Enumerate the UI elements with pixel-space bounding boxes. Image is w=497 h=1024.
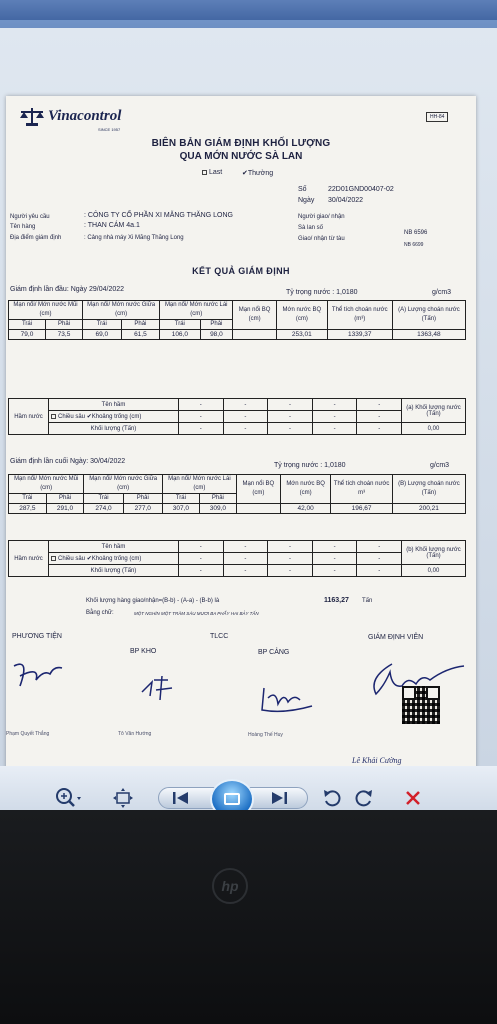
sign-surveyor-label: GIÁM ĐỊNH VIÊN [368, 634, 424, 641]
sign-port-label: BP CẢNG [258, 649, 290, 656]
place-label: Địa điểm giám định [10, 235, 62, 241]
signature-1-icon [10, 656, 70, 692]
checkmark-icon: ✔ [242, 170, 248, 177]
hdr-trai: Trái [162, 494, 199, 504]
checkbox-icon [51, 414, 56, 419]
checkmark-icon: ✔ [86, 556, 92, 562]
place-value: : Cảng nhà máy Xi Măng Thăng Long [84, 235, 184, 241]
first-label: Giám định lần đầu: [10, 286, 69, 293]
checkbox-icon [202, 170, 207, 175]
document-page [6, 96, 476, 774]
sign-vessel-label: PHƯƠNG TIỆN [12, 633, 62, 640]
hdr-man-noi: Mạn nổi BQ (cm) [236, 475, 280, 504]
hdr-the-tich: Thể tích choán nước m³ [331, 475, 393, 504]
cell: 274,0 [84, 504, 123, 514]
tank-mass-label: Khối lượng (Tấn) [49, 565, 179, 577]
rotate-ccw-icon [320, 785, 344, 811]
scales-logo-icon [18, 106, 46, 126]
summary-unit: Tấn [362, 598, 373, 604]
result-title: KẾT QUẢ GIÁM ĐỊNH [192, 266, 290, 276]
last-density [274, 462, 346, 469]
last-draft-table [8, 474, 466, 514]
next-button[interactable] [268, 785, 292, 811]
option-last-label: Last [209, 169, 223, 176]
document-title: BIÊN BẢN GIÁM ĐỊNH KHỐI LƯỢNG [151, 138, 331, 149]
option-normal [242, 169, 273, 177]
zoom-button[interactable] [50, 785, 86, 811]
giver-label: Người giao/ nhận [298, 214, 345, 220]
cell: 42,00 [280, 504, 331, 514]
first-density [286, 289, 358, 296]
signature-3-icon [254, 684, 316, 716]
option-last [202, 169, 222, 176]
words-label: Bằng chữ: [86, 610, 114, 616]
tank-weight-value: 0,00 [402, 565, 466, 577]
depth-label: Chiều sâu [58, 414, 86, 420]
next-icon [268, 785, 292, 811]
sign-tlcc-label: TLCC [210, 633, 229, 640]
cell: 1363,48 [392, 330, 465, 340]
zoom-in-icon [53, 785, 83, 811]
hdr-luong-b: (B) Lượng choán nước (Tấn) [392, 475, 465, 504]
first-date: Ngày 29/04/2022 [70, 286, 125, 293]
cell: 1339,37 [327, 330, 392, 340]
hdr-man-noi: Mạn nổi BQ (cm) [233, 301, 277, 330]
hdr-trai: Trái [9, 494, 47, 504]
rotate-ccw-button[interactable] [320, 785, 344, 811]
cell: 73,5 [46, 330, 83, 340]
cell: 79,0 [9, 330, 46, 340]
barge-value: NB 6596 [404, 230, 428, 236]
hdr-phai: Phải [121, 320, 160, 330]
so-value: 22D01GND00407-02 [328, 186, 394, 193]
summary-total: 1163,27 [324, 597, 349, 604]
option-normal-label: Thường [247, 170, 274, 177]
hdr-luong-a: (A) Lượng choán nước (Tấn) [392, 301, 465, 330]
hp-logo-icon: hp [212, 868, 248, 904]
depth-label: Chiều sâu [58, 556, 86, 562]
hdr-giua: Mạn nổi/ Mớn nước Giữa (cm) [84, 475, 163, 494]
hdr-phai: Phải [200, 320, 233, 330]
cell: 291,0 [46, 504, 84, 514]
fit-window-icon [110, 785, 136, 811]
delete-x-icon [400, 785, 426, 811]
sign-warehouse-label: BP KHO [130, 648, 157, 655]
ullage-label: Khoảng trống (cm) [91, 414, 142, 420]
rotate-cw-button[interactable] [352, 785, 376, 811]
summary-formula: Khối lượng hàng giao/nhận=(B-b) - (A-a) - (B-b) là [86, 598, 220, 604]
hdr-mui: Mạn nổi/ Mớn nước Mũi (cm) [9, 301, 83, 320]
tank-weight-label: (a) Khối lượng nước (Tấn) [402, 399, 466, 423]
hdr-phai: Phải [123, 494, 162, 504]
hdr-trai: Trái [9, 320, 46, 330]
rotate-cw-icon [352, 785, 376, 811]
cell: 253,01 [276, 330, 327, 340]
tank-name-label: Tên hầm [49, 541, 179, 553]
last-date: Ngày: 30/04/2022 [69, 458, 126, 465]
signature-2-icon [138, 674, 178, 704]
cell: 307,0 [162, 504, 199, 514]
hdr-trai: Trái [160, 320, 200, 330]
tank-mass-label: Khối lượng (Tấn) [49, 423, 179, 435]
ngay-label: Ngày [298, 197, 315, 204]
delete-button[interactable] [400, 785, 426, 811]
titlebar-highlight [0, 20, 497, 28]
hdr-phai: Phải [199, 494, 236, 504]
first-survey-label [10, 286, 124, 293]
cell: 196,67 [331, 504, 393, 514]
requester-value: : CÔNG TY CỔ PHẦN XI MĂNG THĂNG LONG [84, 212, 233, 219]
goods-value: : THAN CÁM 4a.1 [84, 222, 140, 229]
laptop-bezel [0, 810, 497, 1024]
requester-label: Người yêu cầu [10, 214, 50, 220]
cell: 69,0 [83, 330, 122, 340]
hdr-phai: Phải [46, 320, 83, 330]
document-subtitle: QUA MỚN NƯỚC SÀ LAN [179, 151, 303, 162]
checkbox-icon [51, 556, 56, 561]
hdr-phai: Phải [46, 494, 84, 504]
hdr-mon-nuoc: Mớn nước BQ (cm) [280, 475, 331, 504]
hdr-mon-nuoc: Mớn nước BQ (cm) [276, 301, 327, 330]
last-tank-table: Hầm nước Tên hầm - - - - - (b) Khối lượng nước (Tấn) Chiều sâu ✔Khoảng trống (cm) - - - - - Khối lượng (Tấn) - - - - - 0,00 [8, 540, 466, 577]
tank-depth-row [49, 553, 179, 565]
previous-button[interactable] [168, 785, 192, 811]
signer-name-2: Tô Văn Hướng [118, 731, 152, 737]
tank-label: Hầm nước [9, 399, 49, 435]
slideshow-icon [224, 793, 240, 805]
form-code: HH-84 [426, 112, 448, 122]
hdr-lai: Mạn nổi/ Mớn nước Lái (cm) [160, 301, 233, 320]
cell: 61,5 [121, 330, 160, 340]
cell: 200,21 [392, 504, 465, 514]
tank-weight-value: 0,00 [402, 423, 466, 435]
cell: 277,0 [123, 504, 162, 514]
hdr-lai: Mạn nổi/ Mớn nước Lái (cm) [162, 475, 236, 494]
so-label: Số [298, 186, 307, 193]
last-label: Giám định lần cuối [10, 458, 68, 465]
goods-label: Tên hàng [10, 224, 36, 230]
cell: 106,0 [160, 330, 200, 340]
company-logo-text: Vinacontrol [48, 108, 122, 124]
last-density-label: Tỷ trọng nước : [274, 462, 323, 469]
barge-label: Sà lan số [298, 225, 324, 231]
window-titlebar [0, 0, 497, 28]
cell [236, 504, 280, 514]
tank-weight-label: (b) Khối lượng nước (Tấn) [402, 541, 466, 565]
signer-name-3: Hoàng Thế Huy [248, 732, 283, 738]
signer-name-4: Lê Khải Cường [352, 756, 402, 765]
hdr-the-tich: Thể tích choán nước (m³) [327, 301, 392, 330]
last-survey-label [10, 458, 125, 465]
receiver-value: NB 6699 [404, 242, 424, 248]
last-density-unit: g/cm3 [430, 462, 450, 469]
tank-label: Hầm nước [9, 541, 49, 577]
cell [233, 330, 277, 340]
logo-subtitle: SINCE 1957 [98, 127, 121, 132]
cell: 309,0 [199, 504, 236, 514]
hdr-mui: Mạn nổi/ Mớn nước Mũi (cm) [9, 475, 84, 494]
words-value: MỘT NGHÌN MỘT TRĂM SÁU MƯƠI BA PHẨY HAI BẢY TẤN [134, 611, 259, 616]
fit-window-button[interactable] [108, 785, 138, 811]
photo-viewer-area[interactable] [0, 28, 497, 810]
cell: 98,0 [200, 330, 233, 340]
receiver-label: Giao/ nhận từ tàu [298, 236, 345, 242]
tank-depth-row [49, 411, 179, 423]
checkmark-icon: ✔ [86, 414, 92, 420]
signer-name-1: Phạm Quyết Thắng [6, 731, 50, 737]
tank-name-label: Tên hầm [49, 399, 179, 411]
first-density-label: Tỷ trọng nước : [286, 289, 335, 296]
ngay-value: 30/04/2022 [328, 197, 364, 204]
qr-code-icon [402, 686, 440, 724]
last-density-value: 1,0180 [324, 462, 346, 469]
first-tank-table: Hầm nước Tên hầm - - - - - (a) Khối lượng nước (Tấn) Chiều sâu ✔Khoảng trống (cm) - - - - - Khối lượng (Tấn) - - - - - 0,00 [8, 398, 466, 435]
previous-icon [168, 785, 192, 811]
first-draft-table [8, 300, 466, 340]
cell: 287,5 [9, 504, 47, 514]
first-density-unit: g/cm3 [432, 289, 452, 296]
hdr-giua: Mạn nổi/ Mớn nước Giữa (cm) [83, 301, 160, 320]
first-density-value: 1,0180 [336, 289, 358, 296]
hdr-trai: Trái [84, 494, 123, 504]
ullage-label: Khoảng trống (cm) [91, 556, 142, 562]
hdr-trai: Trái [83, 320, 122, 330]
